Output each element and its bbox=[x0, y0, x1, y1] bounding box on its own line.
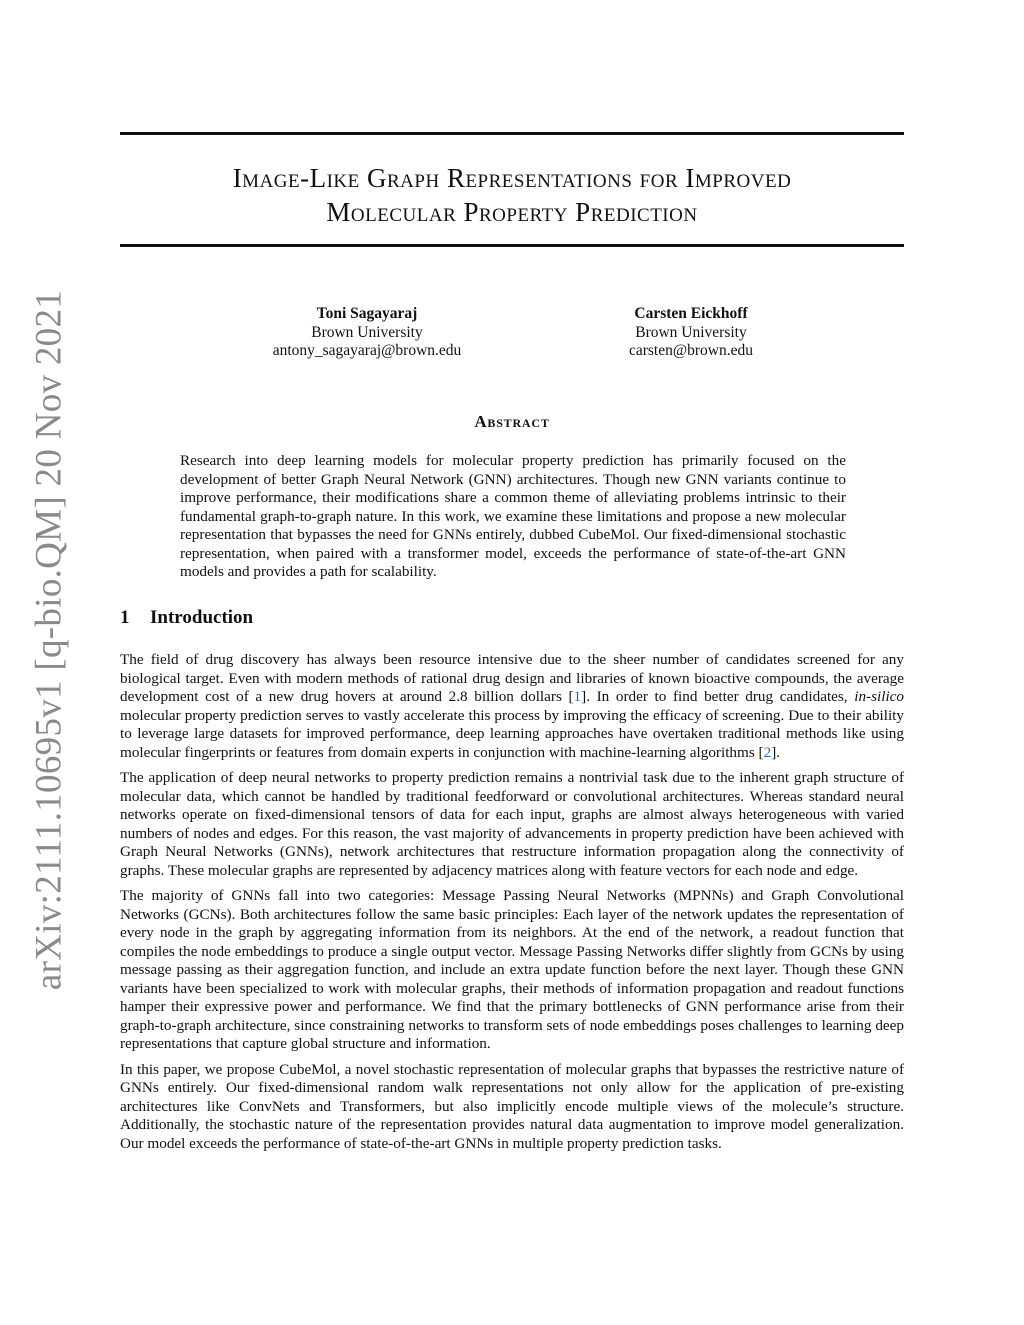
citation-link[interactable]: [ 1 ] bbox=[568, 688, 586, 705]
paragraph-1 bbox=[120, 651, 904, 762]
author-affiliation: Brown University bbox=[311, 323, 423, 341]
author-affiliation: Brown University bbox=[635, 323, 747, 341]
paragraph-text: molecular property prediction serves to vastly accelerate this process by improving the efficacy of screening. Due to their ability to leverage large datasets for improved performance, deep learning approaches have overtaken traditional methods like using molecular fingerprints or features from domain experts in conjunction with machine-learning algorithms bbox=[120, 706, 904, 761]
paragraph-2: The application of deep neural networks to property prediction remains a nontrivial task due to the inherent graph structure of molecular data, which cannot be handled by traditional feedforward or convolutional architectures. Whereas standard neural networks operate on fixed-dimensional tensors of data for each input, graphs are almost always heterogeneous with varied numbers of nodes and edges. For this reason, the vast majority of advancements in property prediction have been achieved with Graph Neural Networks (GNNs), network architectures that restructure information propagation along the connectivity of graphs. These molecular graphs are represented by adjacency matrices along with feature vectors for each node and edge. bbox=[120, 769, 904, 879]
section-title: Introduction bbox=[150, 607, 254, 628]
section-number: 1 bbox=[120, 607, 130, 628]
author-name: Toni Sagayaraj bbox=[316, 305, 418, 322]
author-email[interactable]: antony_sagayaraj@brown.edu bbox=[272, 342, 462, 359]
author-block-2 bbox=[531, 305, 851, 361]
paragraph-text: . bbox=[776, 743, 781, 761]
paper-title-line-2: Molecular Property Prediction bbox=[326, 197, 698, 227]
paragraph-text: The field of drug discovery has always been resource intensive due to the sheer number of candidates screened for any biological target. Even with modern methods of rational drug design and libraries of known bioactive compounds, the average development cost of a new drug hovers at around 2.8 billion dollars bbox=[120, 651, 904, 705]
paper-title-line-1: Image-Like Graph Representations for Improved bbox=[232, 163, 792, 193]
arxiv-identifier: arXiv:2111.10695v1 [q-bio.QM] 20 Nov 2021 bbox=[28, 289, 70, 991]
author-name: Carsten Eickhoff bbox=[634, 305, 748, 322]
abstract-text: Research into deep learning models for molecular property prediction has primarily focused on the development of better Graph Neural Network (GNN) architectures. Though new GNN variants continue to improve performance, their modifications share a common theme of alleviating problems intrinsic to their fundamental graph-to-graph nature. In this work, we examine these limitations and propose a new molecular representation that bypasses the need for GNNs entirely, dubbed CubeMol. Our fixed-dimensional stochastic representation, when paired with a transformer model, exceeds the performance of state-of-the-art GNN models and provides a path for scalability. bbox=[180, 452, 846, 580]
title-rule-top bbox=[120, 132, 904, 135]
citation-link[interactable]: [ 2 ] bbox=[759, 744, 777, 761]
emphasis-text: in-silico bbox=[854, 688, 905, 705]
abstract-heading: Abstract bbox=[474, 412, 550, 431]
title-rule-bottom bbox=[120, 244, 904, 247]
body-text bbox=[120, 651, 904, 1160]
author-email[interactable]: carsten@brown.edu bbox=[628, 342, 754, 359]
author-block-1 bbox=[207, 305, 527, 361]
paragraph-3: The majority of GNNs fall into two categories: Message Passing Neural Networks (MPNNs) and Graph Convolutional Networks (GCNs). Both architectures follow the same basic principles: Each layer of the network updates the representation of every node in the graph by aggregating information from its neighbors. At the end of the network, a readout function that compiles the node embeddings to produce a single output vector. Message Passing Networks differ slightly from GCNs by using message passing as their aggregation function, and include an extra update function before the next layer. Though these GNN variants have been specialized to work with molecular graphs, their methods of information propagation and readout functions hamper their expressive power and performance. We find that the primary bottlenecks of GNN performance arise from their graph-to-graph architecture, since constraining networks to transform sets of node embeddings poses challenges to learning deep representations that capture global structure and information. bbox=[120, 887, 904, 1052]
paragraph-text: . In order to find better drug candidates, bbox=[586, 688, 855, 705]
paragraph-4: In this paper, we propose CubeMol, a novel stochastic representation of molecular graphs that bypasses the restrictive nature of GNNs entirely. Our fixed-dimensional random walk representations not only allow for the application of pre-existing architectures like ConvNets and Transformers, but also implicitly encode multiple views of the molecule’s structure. Additionally, the stochastic nature of the representation provides natural data augmentation to improve model generalization. Our model exceeds the performance of state-of-the-art GNNs in multiple property prediction tasks. bbox=[120, 1060, 904, 1152]
section-heading bbox=[120, 607, 253, 629]
